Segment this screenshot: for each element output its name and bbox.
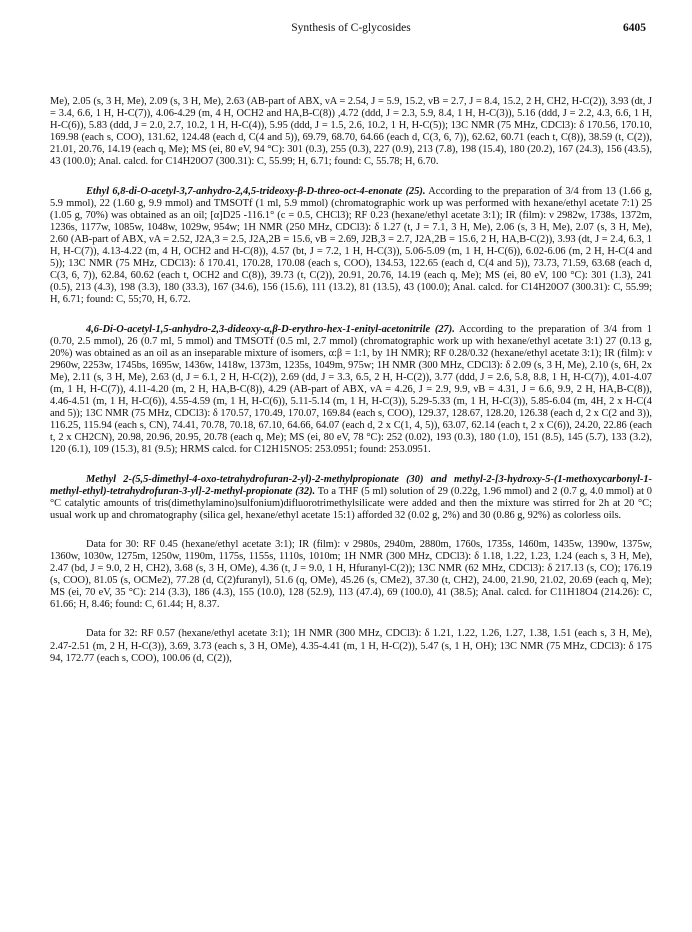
compound-27-paragraph [50, 324, 652, 457]
compound-30-32-text: To a THF (5 ml) solution of 29 (0.22g, 1.96 mmol) and 2 (0.7 g, 4.0 mmol) at 0 °C catalytic amounts of tris(dimethylamino)sulfonium)difluorotrimethylsilicate were added and then the mixture was stirred for 2h at 20 °C; usual work up and chromatography (silica gel, hexane/ethyl acetate 15:1) afforded 32 (0.02 g, 2%) and 30 (0.86 g, 92%) as colorless oils. [50, 485, 653, 521]
data-32-paragraph: Data for 32: RF 0.57 (hexane/ethyl acetate 3:1); 1H NMR (300 MHz, CDCl3): δ 1.21, 1.22, 1.26, 1.27, 1.38, 1.51 (each s, 3 H, Me), 2.47-2.51 (m, 2 H, H-C(3)), 3.69, 3.73 (each s, 3 H, OMe), 4.35-4.41 (m, 1 H, H-C(2)), 5.47 (s, 1 H, OH); 13C NMR (75 MHz, CDCl3): δ 175 94, 172.77 (each s, COO), 100.06 (d, C(2)), [50, 628, 652, 664]
compound-27-name: 4,6-Di-O-acetyl-1,5-anhydro-2,3-dideoxy-α,β-D-erythro-hex-1-enityl-acetonitrile (27). [86, 323, 455, 335]
page-number: 6405 [623, 22, 646, 34]
compound-30-32-paragraph [50, 474, 652, 522]
running-title: Synthesis of C-glycosides [291, 22, 411, 34]
continued-paragraph: Me), 2.05 (s, 3 H, Me), 2.09 (s, 3 H, Me), 2.63 (AB-part of ABX, νA = 2.54, J = 5.9, 15.2, νB = 2.7, J = 8.4, 15.2, 2 H, CH2, H-C(2)), 3.93 (dt, J = 3.4, 6.6, 1 H, H-C(7)), 4.06-4.29 (m, 4 H, OCH2 and HA,B-C(8)) ,4.72 (ddd, J = 2.3, 5.9, 8.4, 1 H, H-C(3)), 5.16 (ddd, J = 2.2, 4.3, 6.6, 1 H, H-C(6)), 5.83 (ddd, J = 2.0, 2.7, 10.2, 1 H, H-C(4)), 5.95 (ddd, J = 1.5, 2.6, 10.2, 1 H, H-C(5)); 13C NMR (75 MHz, CDCl3): δ 170.56, 170.10, 169.98 (each s, COO), 131.62, 124.48 (each d, C(4 and 5)), 69.79, 68.70, 64.66 (each d, C(3, 6, 7)), 62.62, 60.71 (each t, C(8)), 38.59 (t, C(2)), 21.01, 20.76, 14.19 (each q, Me); MS (ei, 80 eV, 94 °C): 301 (0.3), 255 (0.3), 227 (0.9), 213 (7.8), 198 (15.4), 180 (20.2), 167 (24.3), 156 (43.5), 43 (100.0); Anal. calcd. for C14H20O7 (300.31): C, 55.99; H, 6.71; found: C, 55.78; H, 6.70. [50, 96, 652, 168]
running-header [50, 22, 652, 42]
data-30-paragraph: Data for 30: RF 0.45 (hexane/ethyl acetate 3:1); IR (film): ν 2980s, 2940m, 2880m, 1760s, 1735s, 1460m, 1435w, 1390w, 1375w, 1360w, 1030w, 1275m, 1250w, 1190m, 1175s, 1155s, 1110s, 1010m; 1H NMR (300 MHz, CDCl3): δ 1.18, 1.22, 1.23, 1.24 (each s, 3 H, Me), 2.47 (bd, J = 9.0, 2 H, CH2), 3.68 (s, 3 H, OMe), 4.36 (t, J = 9.0, 1 H, Hfuranyl-C(2)); 13C NMR (62 MHz, CDCl3): δ 217.13 (s, CO); 176.19 (s, COO), 81.05 (s, OCMe2), 77.28 (d, C(2)furanyl), 51.6 (q, OMe), 45.26 (s, CMe2), 37.30 (t, CH2), 24.00, 21.90, 21.02, 20.69 (each q, Me); MS (ei, 70 eV, 35 °C): 214 (3.3), 186 (4.3), 155 (10.0), 128 (52.9), 113 (47.4), 69 (100.0), 41 (38.5); Anal. calcd. for C11H18O4 (214.26): C, 61.66; H, 8.46; found: C, 61.44; H, 8.37. [50, 538, 652, 611]
compound-25-name: Ethyl 6,8-di-O-acetyl-3,7-anhydro-2,4,5-trideoxy-β-D-threo-oct-4-enonate (25). [86, 185, 426, 197]
compound-27-text: According to the preparation of 3/4 from 1 (0.70, 2.5 mmol), 26 (0.7 ml, 5 mmol) and TMSOTf (0.5 ml, 2.7 mmol) (chromatographic work up with hexane/ethyl acetate 3:1) 27 (0.13 g, 20%) was obtained as an oil as an inseparable mixture of isomers, α:β = 1:1, by 1H NMR); RF 0.28/0.32 (hexane/ethyl acetate 3:1); IR (film): ν 2960w, 2253w, 1745bs, 1695w, 1436w, 1418w, 1373m, 1235s, 1049m, 975w; 1H NMR (300 MHz, CDCl3): δ 2.09 (s, 3 H, Me), 2.10 (s, 6H, 2x Me), 2.11 (s, 3 H, Me), 2.63 (d, J = 6.1, 2 H, H-C(2)), 2.69 (dd, J = 3.3, 6.5, 2 H, H-C(2)), 3.77 (ddd, J = 2.6, 5.8, 8.8, 1 H, H-C(7)), 4.01-4.07 (m, 1 H, H-C(7)), 4.11-4.20 (m, 2 H, HA,B-C(8)), 4.29 (AB-part of ABX, νA = 4.26, J = 2.9, 9.9, νB = 4.31, J = 6.6, 9.9, 2 H, HA,B-C(8)), 4.46-4.51 (m, 1 H, H-C(6)), 4.55-4.59 (m, 1 H, H-C(6)), 5.11-5.14 (m, 1 H, H-C(3)), 5.29-5.33 (m, 1 H, H-C(3)), 5.85-6.04 (m, 4H, 2 x H-C(4 and 5)); 13C NMR (75 MHz, CDCl3): δ 170.57, 170.49, 170.07, 169.84 (each s, COO), 129.37, 128.67, 128.20, 126.38 (each d, 2 x C(2 and 3)), 116.25, 115.94 (each s, CN), 74.41, 70.78, 70.18, 67.10, 64.66, 64.07 (each d, 2 x C(1, 4, 5)), 63.07, 62.14 (each t, 2 x C(6)), 24.20, 22.86 (each t, 2 x CH2CN), 20.98, 20.96, 20.95, 20.78 (each q, Me); MS (ei, 80 eV, 78 °C): 252 (0.02), 193 (0.3), 180 (1.0), 151 (8.5), 145 (5.7), 133 (3.2), 120 (6.1), 109 (15.3), 81 (9.5); HRMS calcd. for C12H15NO5: 253.0951; found: 253.0951. [50, 323, 652, 456]
compound-25-text: According to the preparation of 3/4 from 13 (1.66 g, 5.9 mmol), 22 (1.60 g, 9.9 mmol) and TMSOTf (1 ml, 5.9 mmol) (chromatographic work up was performed with hexane/ethyl acetate 7:1) 25 (1.05 g, 70%) was obtained as an oil; [α]D25 -116.1° (c = 0.5, CHCl3); RF 0.23 (hexane/ethyl acetate 3:1); IR (film): ν 2982w, 1738s, 1372m, 1236s, 1177w, 1085w, 1048w, 1029w, 954w; 1H NMR (250 MHz, CDCl3): δ 1.27 (t, J = 7.1, 3 H, Me), 2.06 (s, 3 H, Me), 2.07 (s, 3 H, Me), 2.60 (AB-part of ABX, νA = 2.52, J2A,3 = 2.5, J2A,2B = 15.6, νB = 2.69, J2B,3 = 2.7, J2A,2B = 15.6, 2 H, HA,B-C(2)), 3.93 (dt, J = 2.4, 6.3, 1 H, H-C(7)), 4.13-4.22 (m, 4 H, OCH2 and H-C(8)), 4.57 (bt, J = 7.2, 1 H, H-C(3)), 5.06-5.09 (m, 1 H, H-C(6)), 6.02-6.06 (m, 2 H, H-C(4 and 5)); 13C NMR (75 MHz, CDCl3): δ 170.41, 170.28, 170.08 (each s, COO), 134.53, 122.65 (each d, C(4 and 5)), 73.73, 71.59, 63.68 (each d, C(3, 6, 7)), 62.84, 60.62 (each t, OCH2 and C(8)), 39.73 (t, C(2)), 20.91, 20.76, 14.19 (each q, Me); MS (ei, 80 eV, 100 °C): 301 (1.3), 241 (0.5), 213 (4.3), 198 (3.3), 180 (33.3), 167 (34.6), 156 (15.6), 111 (13.2), 81 (13.5), 43 (100.0); Anal. calcd. for C14H20O7 (300.31): C, 55.99; H, 6.71; found: C, 55;70, H, 6.72. [50, 185, 653, 306]
compound-25-paragraph [50, 186, 652, 307]
compound-30-32-name: Methyl 2-(5,5-dimethyl-4-oxo-tetrahydrofuran-2-yl)-2-methylpropionate (30) and methyl-2-[3-hydroxy-5-(1-methoxycarbonyl-1-methyl-ethyl)-tetrahydrofuran-3-yl]-2-methyl-propionate (32). [50, 473, 652, 497]
